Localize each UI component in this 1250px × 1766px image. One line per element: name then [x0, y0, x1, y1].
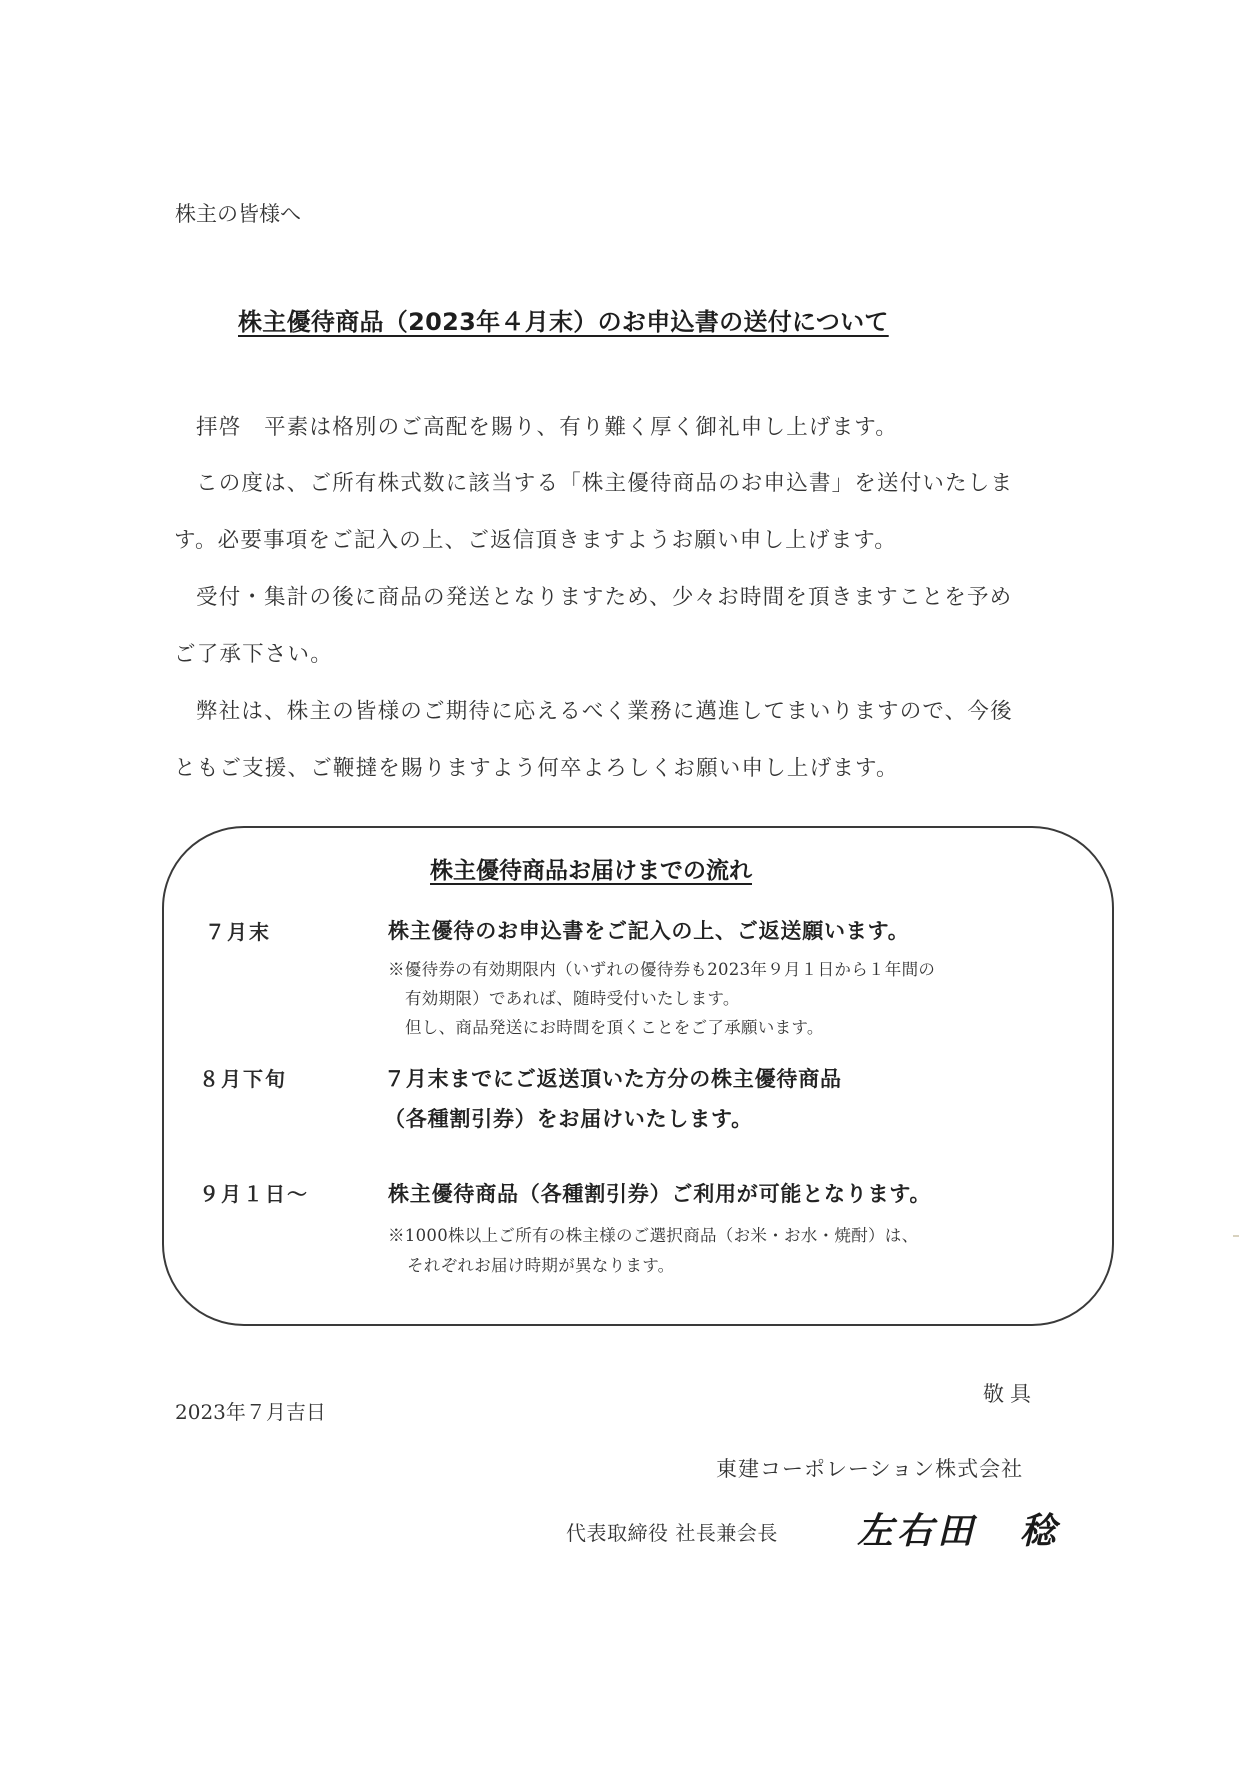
step-note: 有効期限）であれば、随時受付いたします。 [405, 989, 740, 1008]
scan-speck [1233, 1235, 1239, 1237]
step-note: それぞれお届け時期が異なります。 [407, 1256, 675, 1275]
body-line: 拝啓 平素は格別のご高配を賜り、有り難く厚く御礼申し上げます。 [196, 415, 898, 440]
signer-family-name: 左右田 [857, 1510, 978, 1552]
body-line: す。必要事項をご記入の上、ご返信頂きますようお願い申し上げます。 [174, 528, 897, 553]
body-line: ともご支援、ご鞭撻を賜りますよう何卒よろしくお願い申し上げます。 [174, 756, 899, 781]
body-line: 弊社は、株主の皆様のご期待に応えるべく業務に邁進してまいりますので、今後 [196, 699, 1013, 724]
step-description: ７月末までにご返送頂いた方分の株主優待商品 [384, 1067, 842, 1091]
step-label: ７月末 [205, 920, 271, 944]
body-line: 受付・集計の後に商品の発送となりますため、少々お時間を頂きますことを予め [196, 585, 1013, 610]
step-note: ※優待券の有効期限内（いずれの優待券も2023年９月１日から１年間の [388, 960, 936, 979]
step-description: 株主優待商品（各種割引券）ご利用が可能となります。 [388, 1182, 932, 1206]
company-name: 東建コーポレーション株式会社 [716, 1457, 1024, 1481]
step-label: ８月下旬 [199, 1067, 287, 1091]
signer-role: 代表取締役 社長兼会長 [566, 1521, 778, 1545]
step-description: 株主優待のお申込書をご記入の上、ご返送願います。 [388, 919, 910, 943]
body-line: ご了承下さい。 [174, 642, 333, 667]
step-note: 但し、商品発送にお時間を頂くことをご了承願います。 [405, 1018, 824, 1037]
step-label: ９月１日～ [199, 1182, 309, 1206]
letter-date: 2023年７月吉日 [175, 1400, 326, 1424]
signer-given-name: 稔 [1020, 1510, 1057, 1552]
document-title: 株主優待商品（2023年４月末）のお申込書の送付について [238, 308, 889, 336]
step-description: （各種割引券）をお届けいたします。 [384, 1107, 753, 1131]
step-note: ※1000株以上ご所有の株主様のご選択商品（お米・お水・焼酎）は、 [388, 1226, 919, 1245]
salutation: 株主の皆様へ [175, 202, 301, 226]
body-line: この度は、ご所有株式数に該当する「株主優待商品のお申込書」を送付いたしま [196, 471, 1014, 496]
closing-phrase: 敬具 [983, 1382, 1037, 1406]
flow-title: 株主優待商品お届けまでの流れ [430, 858, 752, 884]
